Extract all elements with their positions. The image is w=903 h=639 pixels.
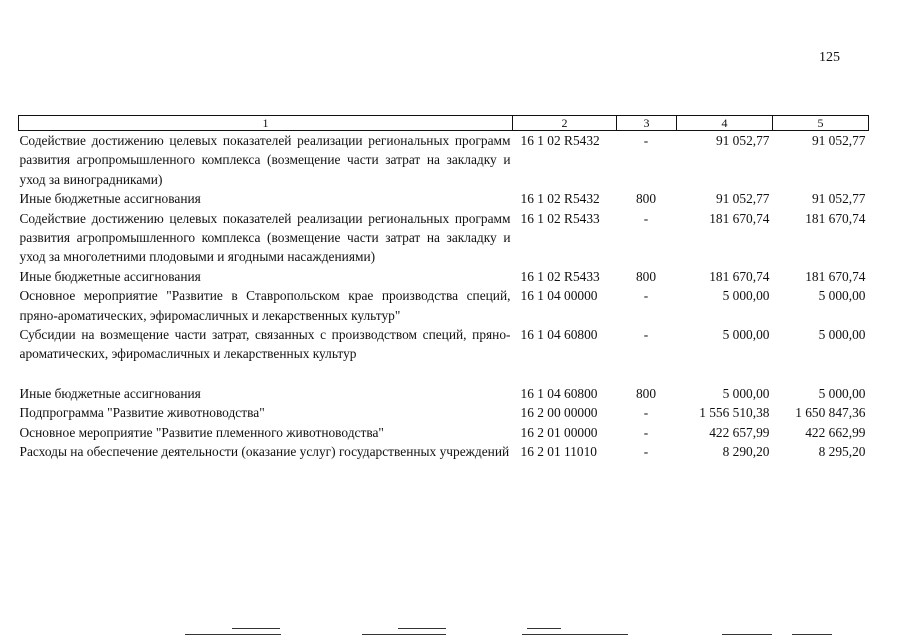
row-name: Основное мероприятие "Развитие племенного животноводства": [19, 424, 384, 440]
row-amount-2: 91 052,77: [811, 133, 866, 148]
row-expense-type: -: [643, 444, 649, 460]
row-name: Иные бюджетные ассигнования: [19, 385, 201, 401]
table-row: [19, 325, 869, 384]
row-amount-1: 1 556 510,38: [699, 405, 770, 421]
row-name: Подпрограмма "Развитие животноводства": [19, 405, 265, 421]
row-name: Расходы на обеспечение деятельности (оказание услуг) государственных учреждений: [19, 444, 510, 460]
scan-mark: [722, 634, 772, 635]
row-amount-2: 422 662,99: [805, 424, 866, 440]
row-name: Содействие достижению целевых показателей реализации региональных программ развития агропромышленного комплекса (возмещение части затрат на закладку и уход за виноградниками): [19, 133, 511, 187]
table-body: [19, 131, 869, 462]
row-amount-2: 5 000,00: [818, 288, 866, 304]
row-amount-1: 5 000,00: [722, 385, 770, 401]
row-amount-2: 181 670,74: [805, 210, 866, 226]
row-code: 16 1 02 R5433: [520, 210, 600, 226]
row-code: 16 1 04 60800: [520, 327, 598, 343]
header-col-5: 5: [773, 116, 869, 131]
row-expense-type: -: [643, 133, 649, 148]
row-amount-1: 5 000,00: [722, 288, 770, 304]
row-code: 16 1 02 R5432: [520, 133, 600, 148]
table-row: [19, 384, 869, 403]
table-row: [19, 189, 869, 208]
row-expense-type: -: [643, 327, 649, 343]
scan-mark: [362, 634, 446, 635]
header-col-2: 2: [513, 116, 617, 131]
row-amount-2: 91 052,77: [811, 191, 866, 207]
row-amount-2: 8 295,20: [818, 444, 866, 460]
row-code: 16 1 04 00000: [520, 288, 598, 304]
row-code: 16 2 01 11010: [520, 444, 597, 460]
row-amount-1: 422 657,99: [709, 424, 770, 440]
table-row: [19, 131, 869, 190]
row-code: 16 1 04 60800: [520, 385, 598, 401]
row-expense-type: -: [643, 405, 649, 421]
scan-mark: [398, 628, 446, 629]
header-col-4: 4: [677, 116, 773, 131]
scan-edge-marks: [0, 624, 903, 639]
row-amount-1: 91 052,77: [715, 133, 770, 148]
row-amount-2: 181 670,74: [805, 268, 866, 284]
header-col-3: 3: [617, 116, 677, 131]
row-expense-type: 800: [635, 385, 657, 401]
scan-mark: [185, 634, 281, 635]
row-expense-type: -: [643, 210, 649, 226]
budget-table: [18, 115, 869, 462]
row-name: Содействие достижению целевых показателей реализации региональных программ развития агропромышленного комплекса (возмещение части затрат на закладку и уход за многолетними плодовыми и ягодными насаждениями): [19, 210, 511, 265]
row-amount-1: 181 670,74: [709, 210, 770, 226]
row-name: Иные бюджетные ассигнования: [19, 268, 201, 284]
table-row: [19, 403, 869, 422]
row-name: Субсидии на возмещение части затрат, связанных с производством специй, пряно-ароматических, эфиромасличных и лекарственных культур: [19, 327, 511, 362]
scan-mark: [522, 634, 628, 635]
row-amount-1: 181 670,74: [709, 268, 770, 284]
table-row: [19, 423, 869, 442]
header-col-1: 1: [19, 116, 513, 131]
row-code: 16 2 01 00000: [520, 424, 598, 440]
row-name: Основное мероприятие "Развитие в Ставропольском крае производства специй, пряно-ароматических, эфиромасличных и лекарственных культур": [19, 288, 511, 323]
table-row: [19, 267, 869, 286]
row-expense-type: -: [643, 288, 649, 304]
header-row: [19, 116, 869, 131]
page-number: 125: [819, 50, 840, 65]
row-code: 16 2 00 00000: [520, 405, 598, 421]
row-expense-type: 800: [635, 268, 657, 284]
row-expense-type: -: [643, 424, 649, 440]
row-code: 16 1 02 R5432: [520, 191, 600, 207]
row-code: 16 1 02 R5433: [520, 268, 600, 284]
row-amount-1: 8 290,20: [722, 444, 770, 460]
table-header: [19, 116, 869, 131]
row-amount-2: 5 000,00: [818, 385, 866, 401]
table-row: [19, 209, 869, 267]
scan-mark: [792, 634, 832, 635]
scan-mark: [232, 628, 280, 629]
row-amount-1: 91 052,77: [715, 191, 770, 207]
row-amount-2: 1 650 847,36: [795, 405, 866, 421]
row-name: Иные бюджетные ассигнования: [19, 191, 201, 207]
row-amount-1: 5 000,00: [722, 327, 770, 343]
row-amount-2: 5 000,00: [818, 327, 866, 343]
row-expense-type: 800: [635, 191, 657, 207]
table-row: [19, 286, 869, 325]
table-row: [19, 442, 869, 461]
scan-mark: [527, 628, 561, 629]
